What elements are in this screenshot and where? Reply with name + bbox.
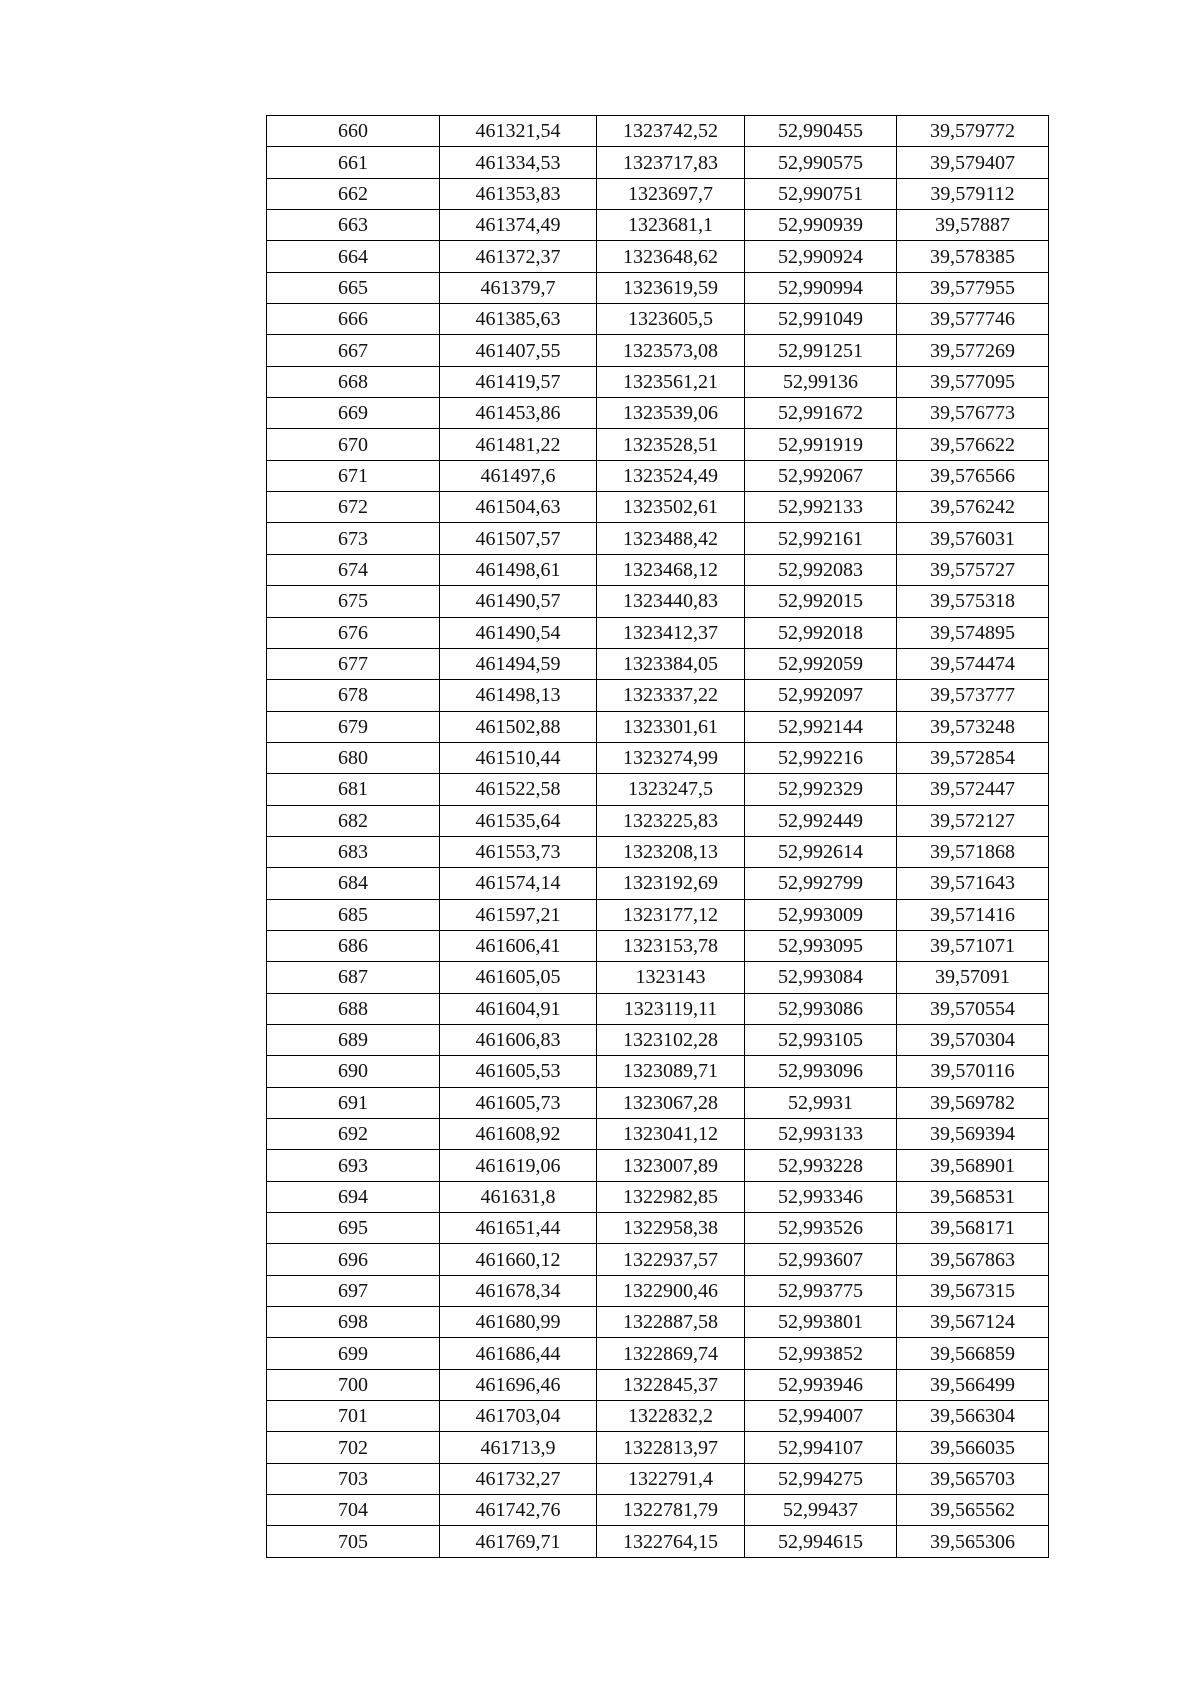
table-row — [267, 868, 1049, 899]
point-number-cell: 674 — [267, 554, 440, 585]
x-coordinate-cell: 461372,37 — [440, 241, 597, 272]
x-coordinate-cell: 461481,22 — [440, 429, 597, 460]
table-row — [267, 398, 1049, 429]
x-coordinate-cell: 461678,34 — [440, 1275, 597, 1306]
y-coordinate-cell: 1323528,51 — [597, 429, 745, 460]
latitude-cell: 52,992097 — [745, 680, 897, 711]
latitude-cell: 52,992133 — [745, 492, 897, 523]
point-number-cell: 676 — [267, 617, 440, 648]
point-number-cell: 660 — [267, 116, 440, 147]
longitude-cell: 39,566499 — [897, 1369, 1049, 1400]
point-number-cell: 697 — [267, 1275, 440, 1306]
y-coordinate-cell: 1322937,57 — [597, 1244, 745, 1275]
x-coordinate-cell: 461490,54 — [440, 617, 597, 648]
x-coordinate-cell: 461453,86 — [440, 398, 597, 429]
longitude-cell: 39,577746 — [897, 304, 1049, 335]
point-number-cell: 683 — [267, 836, 440, 867]
table-row — [267, 178, 1049, 209]
x-coordinate-cell: 461407,55 — [440, 335, 597, 366]
point-number-cell: 705 — [267, 1526, 440, 1557]
longitude-cell: 39,576242 — [897, 492, 1049, 523]
longitude-cell: 39,573248 — [897, 711, 1049, 742]
table-row — [267, 1056, 1049, 1087]
y-coordinate-cell: 1323412,37 — [597, 617, 745, 648]
point-number-cell: 662 — [267, 178, 440, 209]
table-row — [267, 460, 1049, 491]
longitude-cell: 39,579112 — [897, 178, 1049, 209]
longitude-cell: 39,569394 — [897, 1119, 1049, 1150]
point-number-cell: 684 — [267, 868, 440, 899]
x-coordinate-cell: 461502,88 — [440, 711, 597, 742]
longitude-cell: 39,576031 — [897, 523, 1049, 554]
latitude-cell: 52,990924 — [745, 241, 897, 272]
longitude-cell: 39,566304 — [897, 1401, 1049, 1432]
point-number-cell: 661 — [267, 147, 440, 178]
x-coordinate-cell: 461680,99 — [440, 1307, 597, 1338]
latitude-cell: 52,992018 — [745, 617, 897, 648]
latitude-cell: 52,993105 — [745, 1024, 897, 1055]
latitude-cell: 52,993852 — [745, 1338, 897, 1369]
table-row — [267, 1213, 1049, 1244]
point-number-cell: 682 — [267, 805, 440, 836]
point-number-cell: 666 — [267, 304, 440, 335]
table-row — [267, 930, 1049, 961]
y-coordinate-cell: 1323502,61 — [597, 492, 745, 523]
table-row — [267, 116, 1049, 147]
point-number-cell: 693 — [267, 1150, 440, 1181]
latitude-cell: 52,990575 — [745, 147, 897, 178]
table-row — [267, 1181, 1049, 1212]
x-coordinate-cell: 461522,58 — [440, 774, 597, 805]
x-coordinate-cell: 461619,06 — [440, 1150, 597, 1181]
table-row — [267, 147, 1049, 178]
latitude-cell: 52,991049 — [745, 304, 897, 335]
point-number-cell: 680 — [267, 742, 440, 773]
x-coordinate-cell: 461651,44 — [440, 1213, 597, 1244]
y-coordinate-cell: 1323742,52 — [597, 116, 745, 147]
table-row — [267, 366, 1049, 397]
table-row — [267, 1150, 1049, 1181]
longitude-cell: 39,567124 — [897, 1307, 1049, 1338]
latitude-cell: 52,993086 — [745, 993, 897, 1024]
y-coordinate-cell: 1323539,06 — [597, 398, 745, 429]
table-row — [267, 523, 1049, 554]
longitude-cell: 39,573777 — [897, 680, 1049, 711]
table-row — [267, 1463, 1049, 1494]
longitude-cell: 39,567315 — [897, 1275, 1049, 1306]
latitude-cell: 52,994007 — [745, 1401, 897, 1432]
table-row — [267, 1307, 1049, 1338]
x-coordinate-cell: 461353,83 — [440, 178, 597, 209]
y-coordinate-cell: 1323524,49 — [597, 460, 745, 491]
latitude-cell: 52,994275 — [745, 1463, 897, 1494]
x-coordinate-cell: 461497,6 — [440, 460, 597, 491]
point-number-cell: 668 — [267, 366, 440, 397]
y-coordinate-cell: 1322832,2 — [597, 1401, 745, 1432]
longitude-cell: 39,577269 — [897, 335, 1049, 366]
point-number-cell: 696 — [267, 1244, 440, 1275]
latitude-cell: 52,990939 — [745, 210, 897, 241]
y-coordinate-cell: 1323681,1 — [597, 210, 745, 241]
point-number-cell: 672 — [267, 492, 440, 523]
latitude-cell: 52,992144 — [745, 711, 897, 742]
point-number-cell: 690 — [267, 1056, 440, 1087]
x-coordinate-cell: 461504,63 — [440, 492, 597, 523]
table-row — [267, 774, 1049, 805]
table-row — [267, 617, 1049, 648]
latitude-cell: 52,992015 — [745, 586, 897, 617]
point-number-cell: 675 — [267, 586, 440, 617]
table-row — [267, 554, 1049, 585]
y-coordinate-cell: 1323717,83 — [597, 147, 745, 178]
y-coordinate-cell: 1323153,78 — [597, 930, 745, 961]
longitude-cell: 39,575727 — [897, 554, 1049, 585]
y-coordinate-cell: 1323192,69 — [597, 868, 745, 899]
table-row — [267, 805, 1049, 836]
x-coordinate-cell: 461608,92 — [440, 1119, 597, 1150]
longitude-cell: 39,571071 — [897, 930, 1049, 961]
x-coordinate-cell: 461606,41 — [440, 930, 597, 961]
y-coordinate-cell: 1323247,5 — [597, 774, 745, 805]
y-coordinate-cell: 1323301,61 — [597, 711, 745, 742]
point-number-cell: 686 — [267, 930, 440, 961]
longitude-cell: 39,566859 — [897, 1338, 1049, 1369]
y-coordinate-cell: 1323619,59 — [597, 272, 745, 303]
table-row — [267, 899, 1049, 930]
table-row — [267, 1244, 1049, 1275]
latitude-cell: 52,992614 — [745, 836, 897, 867]
y-coordinate-cell: 1323384,05 — [597, 648, 745, 679]
table-row — [267, 962, 1049, 993]
latitude-cell: 52,992449 — [745, 805, 897, 836]
latitude-cell: 52,990994 — [745, 272, 897, 303]
point-number-cell: 689 — [267, 1024, 440, 1055]
table-row — [267, 1119, 1049, 1150]
y-coordinate-cell: 1322958,38 — [597, 1213, 745, 1244]
point-number-cell: 669 — [267, 398, 440, 429]
latitude-cell: 52,993946 — [745, 1369, 897, 1400]
y-coordinate-cell: 1323177,12 — [597, 899, 745, 930]
y-coordinate-cell: 1323468,12 — [597, 554, 745, 585]
table-row — [267, 1401, 1049, 1432]
longitude-cell: 39,572854 — [897, 742, 1049, 773]
longitude-cell: 39,568901 — [897, 1150, 1049, 1181]
x-coordinate-cell: 461732,27 — [440, 1463, 597, 1494]
x-coordinate-cell: 461321,54 — [440, 116, 597, 147]
longitude-cell: 39,57091 — [897, 962, 1049, 993]
latitude-cell: 52,992067 — [745, 460, 897, 491]
latitude-cell: 52,993095 — [745, 930, 897, 961]
x-coordinate-cell: 461604,91 — [440, 993, 597, 1024]
coordinates-table — [266, 115, 1049, 1558]
longitude-cell: 39,567863 — [897, 1244, 1049, 1275]
longitude-cell: 39,571643 — [897, 868, 1049, 899]
point-number-cell: 695 — [267, 1213, 440, 1244]
latitude-cell: 52,992329 — [745, 774, 897, 805]
y-coordinate-cell: 1323007,89 — [597, 1150, 745, 1181]
latitude-cell: 52,993009 — [745, 899, 897, 930]
y-coordinate-cell: 1323274,99 — [597, 742, 745, 773]
latitude-cell: 52,994107 — [745, 1432, 897, 1463]
latitude-cell: 52,993607 — [745, 1244, 897, 1275]
x-coordinate-cell: 461379,7 — [440, 272, 597, 303]
latitude-cell: 52,991672 — [745, 398, 897, 429]
point-number-cell: 673 — [267, 523, 440, 554]
y-coordinate-cell: 1322887,58 — [597, 1307, 745, 1338]
latitude-cell: 52,990455 — [745, 116, 897, 147]
longitude-cell: 39,565703 — [897, 1463, 1049, 1494]
latitude-cell: 52,99437 — [745, 1495, 897, 1526]
point-number-cell: 701 — [267, 1401, 440, 1432]
longitude-cell: 39,570116 — [897, 1056, 1049, 1087]
table-row — [267, 836, 1049, 867]
table-row — [267, 1275, 1049, 1306]
longitude-cell: 39,572127 — [897, 805, 1049, 836]
longitude-cell: 39,577955 — [897, 272, 1049, 303]
table-row — [267, 742, 1049, 773]
table-row — [267, 492, 1049, 523]
table-row — [267, 1495, 1049, 1526]
point-number-cell: 688 — [267, 993, 440, 1024]
latitude-cell: 52,992161 — [745, 523, 897, 554]
point-number-cell: 671 — [267, 460, 440, 491]
latitude-cell: 52,9931 — [745, 1087, 897, 1118]
x-coordinate-cell: 461660,12 — [440, 1244, 597, 1275]
y-coordinate-cell: 1323143 — [597, 962, 745, 993]
x-coordinate-cell: 461574,14 — [440, 868, 597, 899]
y-coordinate-cell: 1323225,83 — [597, 805, 745, 836]
y-coordinate-cell: 1323041,12 — [597, 1119, 745, 1150]
x-coordinate-cell: 461498,13 — [440, 680, 597, 711]
y-coordinate-cell: 1323648,62 — [597, 241, 745, 272]
latitude-cell: 52,993775 — [745, 1275, 897, 1306]
y-coordinate-cell: 1322900,46 — [597, 1275, 745, 1306]
longitude-cell: 39,575318 — [897, 586, 1049, 617]
x-coordinate-cell: 461385,63 — [440, 304, 597, 335]
x-coordinate-cell: 461553,73 — [440, 836, 597, 867]
point-number-cell: 704 — [267, 1495, 440, 1526]
table-row — [267, 1087, 1049, 1118]
table-row — [267, 711, 1049, 742]
table-row — [267, 1024, 1049, 1055]
longitude-cell: 39,571868 — [897, 836, 1049, 867]
point-number-cell: 699 — [267, 1338, 440, 1369]
x-coordinate-cell: 461696,46 — [440, 1369, 597, 1400]
x-coordinate-cell: 461742,76 — [440, 1495, 597, 1526]
latitude-cell: 52,990751 — [745, 178, 897, 209]
table-row — [267, 993, 1049, 1024]
x-coordinate-cell: 461535,64 — [440, 805, 597, 836]
x-coordinate-cell: 461597,21 — [440, 899, 597, 930]
x-coordinate-cell: 461631,8 — [440, 1181, 597, 1212]
x-coordinate-cell: 461686,44 — [440, 1338, 597, 1369]
longitude-cell: 39,574474 — [897, 648, 1049, 679]
point-number-cell: 698 — [267, 1307, 440, 1338]
point-number-cell: 678 — [267, 680, 440, 711]
y-coordinate-cell: 1323337,22 — [597, 680, 745, 711]
table-row — [267, 335, 1049, 366]
latitude-cell: 52,993096 — [745, 1056, 897, 1087]
longitude-cell: 39,576622 — [897, 429, 1049, 460]
latitude-cell: 52,991919 — [745, 429, 897, 460]
point-number-cell: 681 — [267, 774, 440, 805]
x-coordinate-cell: 461494,59 — [440, 648, 597, 679]
table-row — [267, 648, 1049, 679]
x-coordinate-cell: 461510,44 — [440, 742, 597, 773]
y-coordinate-cell: 1322813,97 — [597, 1432, 745, 1463]
x-coordinate-cell: 461605,05 — [440, 962, 597, 993]
x-coordinate-cell: 461606,83 — [440, 1024, 597, 1055]
longitude-cell: 39,576566 — [897, 460, 1049, 491]
y-coordinate-cell: 1323208,13 — [597, 836, 745, 867]
y-coordinate-cell: 1323697,7 — [597, 178, 745, 209]
table-row — [267, 210, 1049, 241]
longitude-cell: 39,576773 — [897, 398, 1049, 429]
y-coordinate-cell: 1323067,28 — [597, 1087, 745, 1118]
table-row — [267, 1338, 1049, 1369]
x-coordinate-cell: 461605,53 — [440, 1056, 597, 1087]
longitude-cell: 39,565306 — [897, 1526, 1049, 1557]
longitude-cell: 39,577095 — [897, 366, 1049, 397]
y-coordinate-cell: 1323561,21 — [597, 366, 745, 397]
longitude-cell: 39,57887 — [897, 210, 1049, 241]
latitude-cell: 52,992083 — [745, 554, 897, 585]
table-row — [267, 680, 1049, 711]
table-row — [267, 1526, 1049, 1557]
table-row — [267, 241, 1049, 272]
latitude-cell: 52,993526 — [745, 1213, 897, 1244]
point-number-cell: 687 — [267, 962, 440, 993]
longitude-cell: 39,570304 — [897, 1024, 1049, 1055]
y-coordinate-cell: 1323573,08 — [597, 335, 745, 366]
point-number-cell: 700 — [267, 1369, 440, 1400]
y-coordinate-cell: 1322982,85 — [597, 1181, 745, 1212]
longitude-cell: 39,566035 — [897, 1432, 1049, 1463]
latitude-cell: 52,992799 — [745, 868, 897, 899]
x-coordinate-cell: 461498,61 — [440, 554, 597, 585]
point-number-cell: 667 — [267, 335, 440, 366]
longitude-cell: 39,571416 — [897, 899, 1049, 930]
longitude-cell: 39,568171 — [897, 1213, 1049, 1244]
coordinates-table-body — [267, 116, 1049, 1558]
point-number-cell: 670 — [267, 429, 440, 460]
table-row — [267, 272, 1049, 303]
point-number-cell: 677 — [267, 648, 440, 679]
point-number-cell: 665 — [267, 272, 440, 303]
latitude-cell: 52,991251 — [745, 335, 897, 366]
x-coordinate-cell: 461713,9 — [440, 1432, 597, 1463]
y-coordinate-cell: 1323440,83 — [597, 586, 745, 617]
table-row — [267, 1369, 1049, 1400]
x-coordinate-cell: 461769,71 — [440, 1526, 597, 1557]
x-coordinate-cell: 461507,57 — [440, 523, 597, 554]
latitude-cell: 52,99136 — [745, 366, 897, 397]
longitude-cell: 39,568531 — [897, 1181, 1049, 1212]
table-row — [267, 586, 1049, 617]
y-coordinate-cell: 1322781,79 — [597, 1495, 745, 1526]
x-coordinate-cell: 461605,73 — [440, 1087, 597, 1118]
latitude-cell: 52,992216 — [745, 742, 897, 773]
x-coordinate-cell: 461374,49 — [440, 210, 597, 241]
latitude-cell: 52,993801 — [745, 1307, 897, 1338]
x-coordinate-cell: 461703,04 — [440, 1401, 597, 1432]
longitude-cell: 39,565562 — [897, 1495, 1049, 1526]
latitude-cell: 52,993084 — [745, 962, 897, 993]
point-number-cell: 694 — [267, 1181, 440, 1212]
longitude-cell: 39,569782 — [897, 1087, 1049, 1118]
point-number-cell: 664 — [267, 241, 440, 272]
longitude-cell: 39,579407 — [897, 147, 1049, 178]
y-coordinate-cell: 1322764,15 — [597, 1526, 745, 1557]
point-number-cell: 702 — [267, 1432, 440, 1463]
y-coordinate-cell: 1323119,11 — [597, 993, 745, 1024]
y-coordinate-cell: 1323089,71 — [597, 1056, 745, 1087]
point-number-cell: 691 — [267, 1087, 440, 1118]
y-coordinate-cell: 1322845,37 — [597, 1369, 745, 1400]
longitude-cell: 39,570554 — [897, 993, 1049, 1024]
y-coordinate-cell: 1323605,5 — [597, 304, 745, 335]
longitude-cell: 39,574895 — [897, 617, 1049, 648]
y-coordinate-cell: 1322791,4 — [597, 1463, 745, 1494]
longitude-cell: 39,579772 — [897, 116, 1049, 147]
latitude-cell: 52,994615 — [745, 1526, 897, 1557]
latitude-cell: 52,992059 — [745, 648, 897, 679]
table-row — [267, 304, 1049, 335]
longitude-cell: 39,572447 — [897, 774, 1049, 805]
latitude-cell: 52,993228 — [745, 1150, 897, 1181]
table-row — [267, 1432, 1049, 1463]
y-coordinate-cell: 1322869,74 — [597, 1338, 745, 1369]
point-number-cell: 692 — [267, 1119, 440, 1150]
point-number-cell: 679 — [267, 711, 440, 742]
latitude-cell: 52,993346 — [745, 1181, 897, 1212]
point-number-cell: 663 — [267, 210, 440, 241]
point-number-cell: 703 — [267, 1463, 440, 1494]
longitude-cell: 39,578385 — [897, 241, 1049, 272]
x-coordinate-cell: 461419,57 — [440, 366, 597, 397]
point-number-cell: 685 — [267, 899, 440, 930]
x-coordinate-cell: 461490,57 — [440, 586, 597, 617]
latitude-cell: 52,993133 — [745, 1119, 897, 1150]
table-row — [267, 429, 1049, 460]
y-coordinate-cell: 1323102,28 — [597, 1024, 745, 1055]
x-coordinate-cell: 461334,53 — [440, 147, 597, 178]
y-coordinate-cell: 1323488,42 — [597, 523, 745, 554]
